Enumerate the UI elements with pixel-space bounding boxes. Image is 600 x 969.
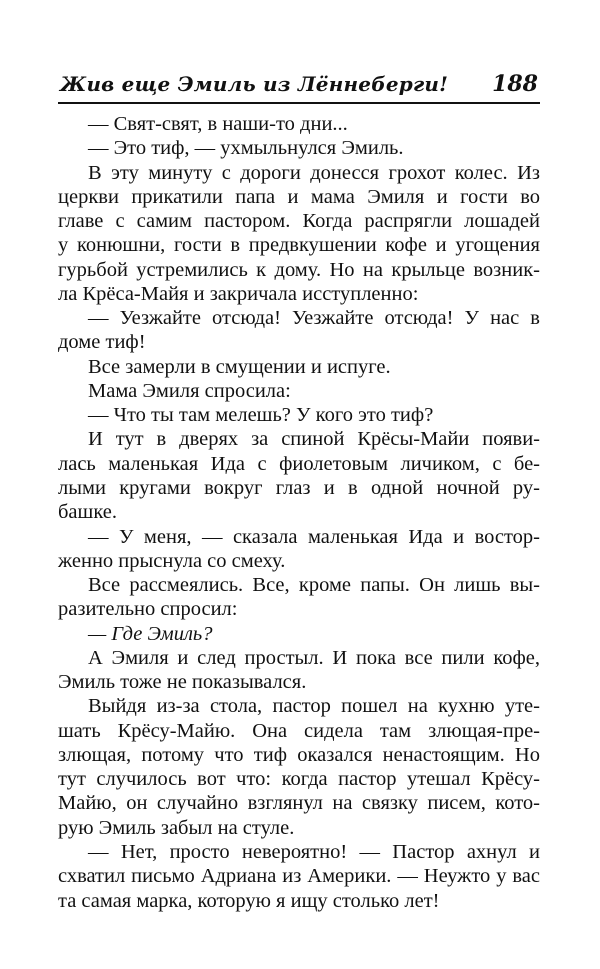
text-line: лыми кругами вокруг глаз и в одной ночной ру-	[58, 476, 540, 499]
text-line: Майю, он случайно взглянул на связку писем, кото-	[58, 792, 540, 815]
text-line: — Что ты там мелешь? У кого это тиф?	[88, 404, 434, 427]
text-line: Все замерли в смущении и испуге.	[88, 355, 391, 378]
text-line: злющая, потому что тиф оказался ненастоящим. Но	[58, 743, 540, 766]
page-number: 188	[492, 71, 538, 97]
text-line: лась маленькая Ида с фиолетовым личиком, с бе-	[58, 452, 540, 475]
text-line: женно прыснула со смеху.	[58, 549, 286, 572]
text-line: В эту минуту с дороги донесся грохот колес. Из	[88, 161, 540, 184]
text-line: разительно спросил:	[58, 598, 238, 621]
text-line: рую Эмиль забыл на стуле.	[58, 816, 295, 839]
text-line: башке.	[58, 501, 117, 524]
text-line: — Это тиф, — ухмыльнулся Эмиль.	[88, 137, 404, 160]
text-line: главе с самим пастором. Когда распрягли лошадей	[58, 210, 540, 233]
text-line: — Свят-свят, в наши-то дни...	[88, 113, 348, 135]
text-line: Выйдя из-за стола, пастор пошел на кухню уте-	[88, 695, 540, 718]
header-rule	[58, 102, 540, 104]
running-title: Жив еще Эмиль из Лённеберги!	[60, 72, 449, 96]
text-line: А Эмиля и след простыл. И пока все пили кофе,	[88, 646, 540, 669]
body-text	[58, 112, 540, 913]
text-line: схватил письмо Адриана из Америки. — Неужто у вас	[58, 865, 540, 888]
text-line: у конюшни, гости в предвкушении кофе и угощения	[58, 234, 540, 257]
text-line: церкви прикатили папа и мама Эмиля и гости во	[58, 185, 540, 208]
text-line: доме тиф!	[58, 331, 146, 354]
text-line: та самая марка, которую я ищу столько лет!	[58, 889, 440, 912]
text-line: ла Крёса-Майя и закричала исступленно:	[58, 282, 419, 305]
text-line: Мама Эмиля спросила:	[88, 379, 291, 402]
text-line: гурьбой устремились к дому. Но на крыльце возник-	[58, 258, 540, 281]
text-line: — У меня, — сказала маленькая Ида и востор-	[88, 525, 540, 548]
text-line: И тут в дверях за спиной Крёсы-Майи появи-	[88, 428, 540, 451]
text-line: — Где Эмиль?	[88, 622, 213, 645]
page-header	[58, 70, 540, 104]
text-line: Эмиль тоже не показывался.	[58, 671, 307, 694]
text-line: тут случилось вот что: когда пастор утешал Крёсу-	[58, 768, 540, 791]
text-line: — Уезжайте отсюда! Уезжайте отсюда! У нас в	[88, 307, 540, 330]
text-line: — Нет, просто невероятно! — Пастор ахнул и	[88, 840, 540, 863]
text-line: шать Крёсу-Майю. Она сидела там злющая-пре-	[58, 719, 540, 742]
text-line: Все рассмеялись. Все, кроме папы. Он лишь вы-	[88, 574, 540, 597]
